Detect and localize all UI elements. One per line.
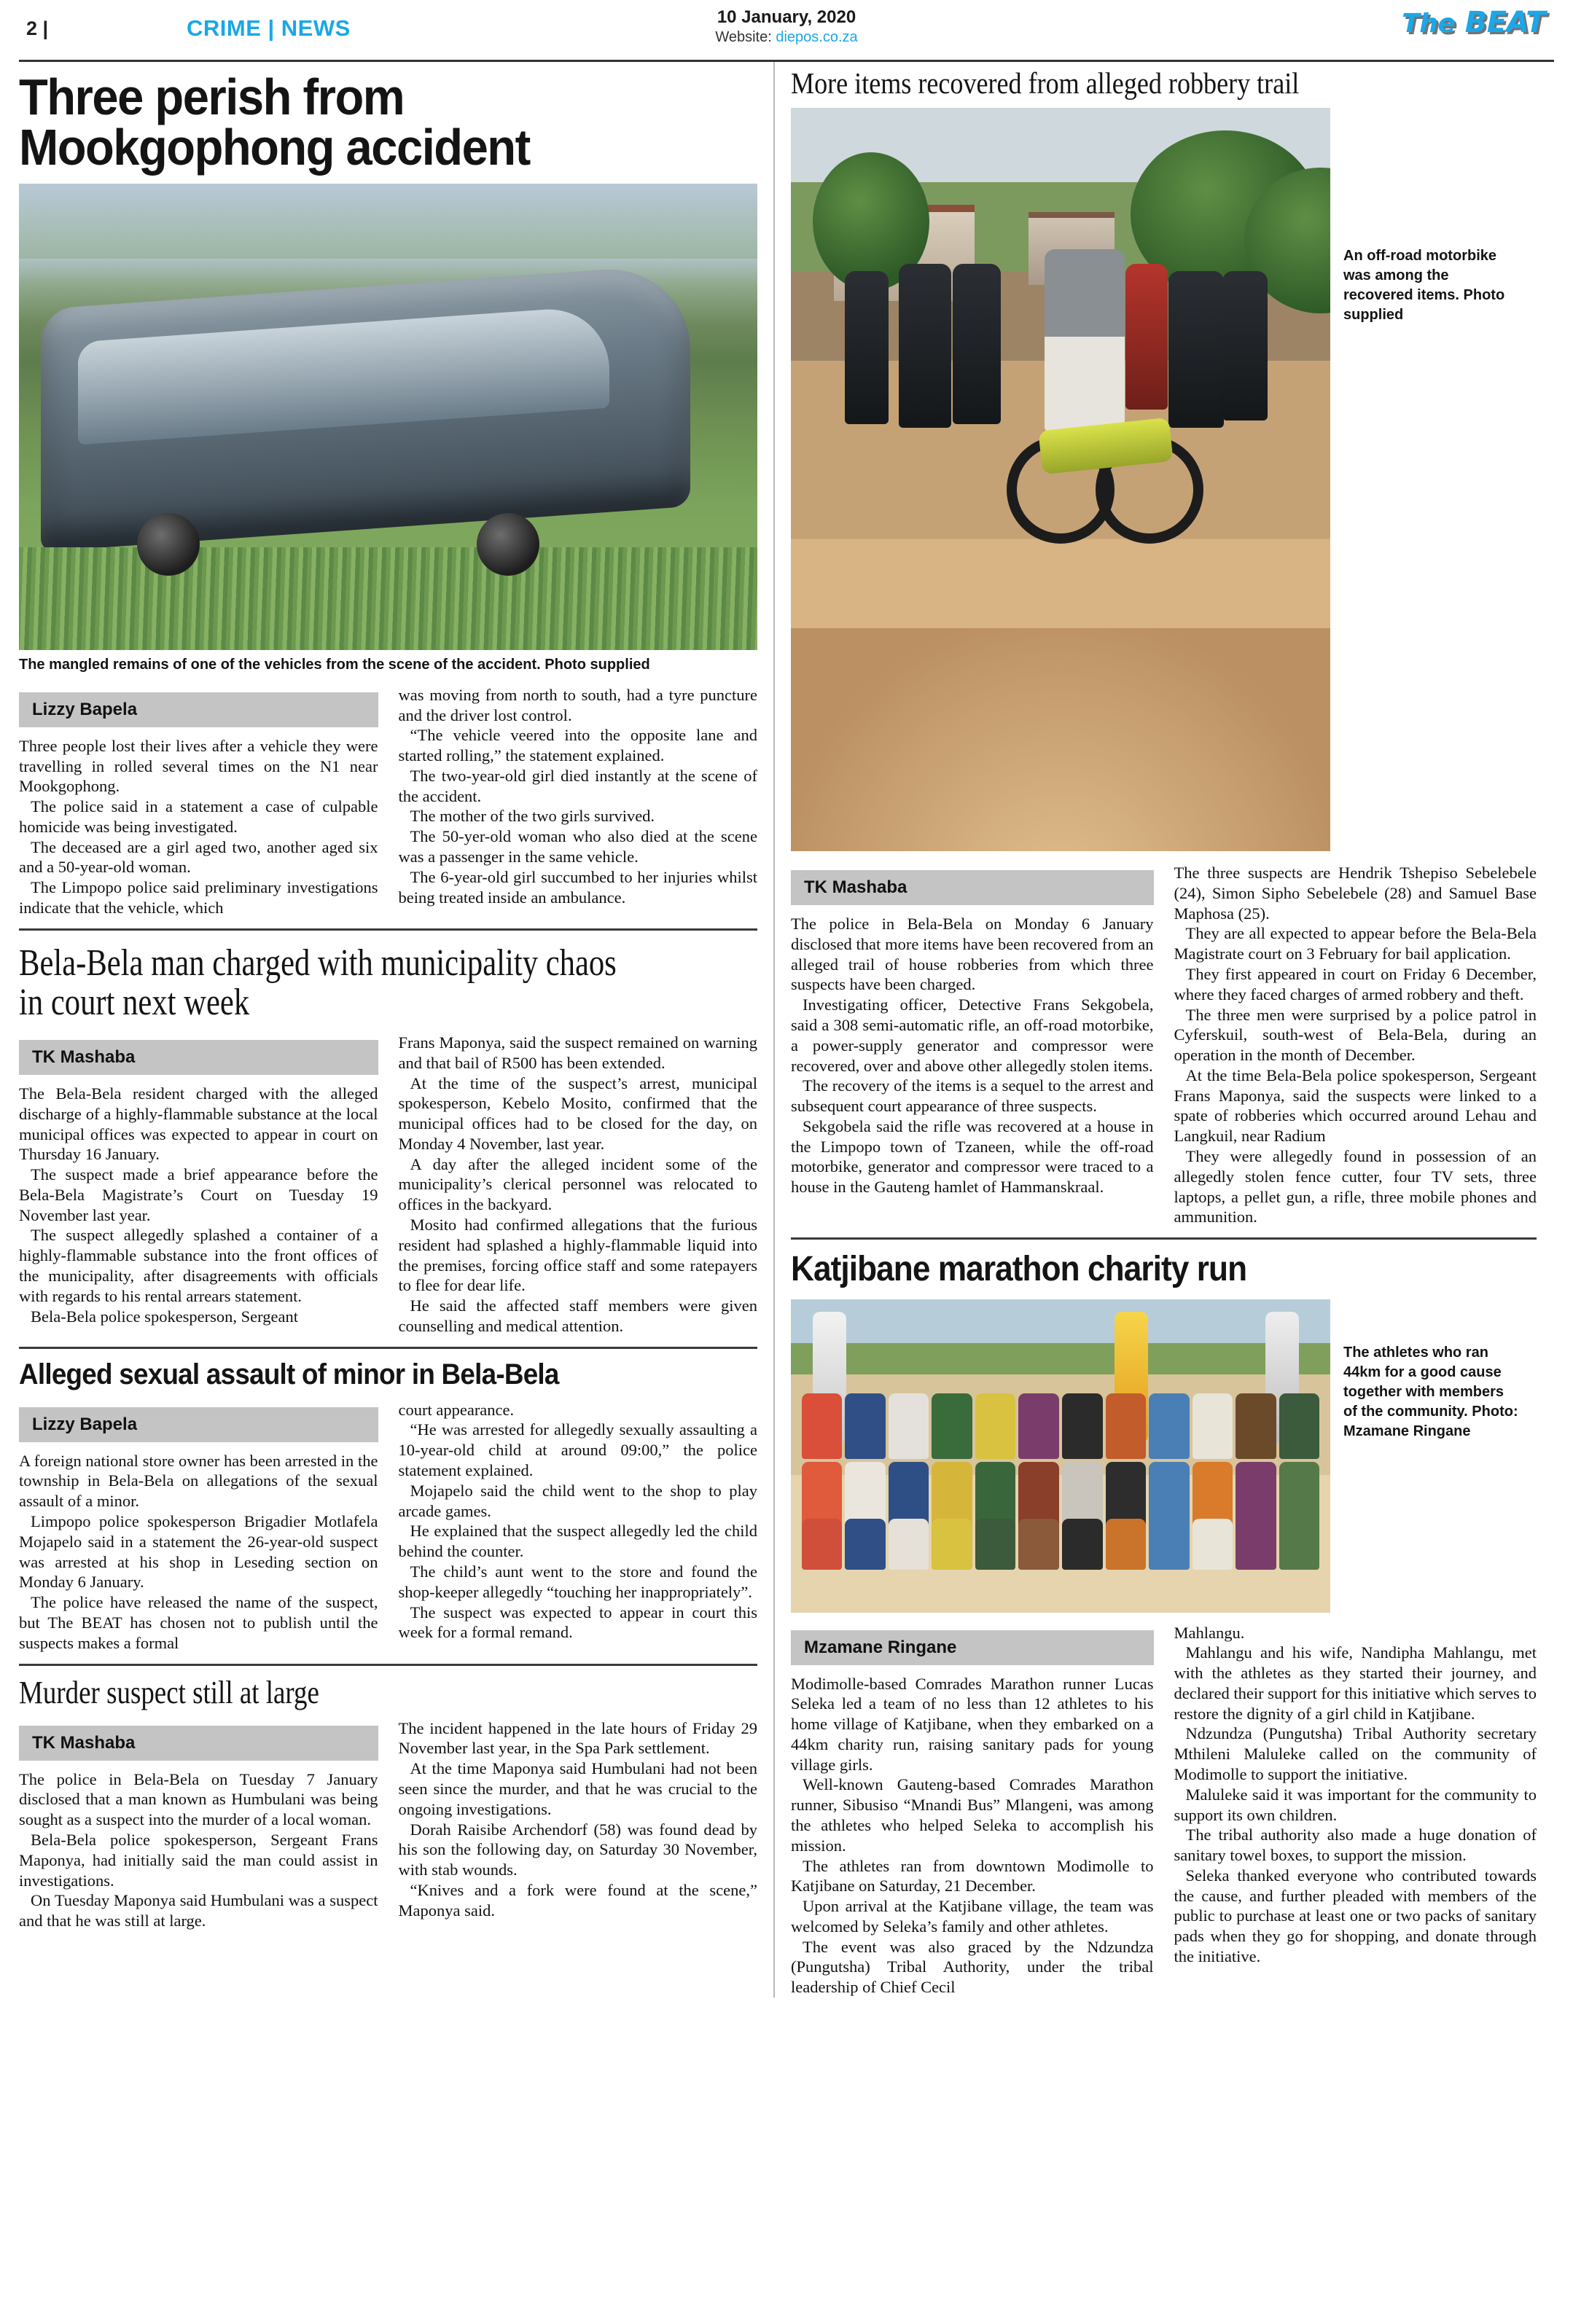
body-paragraph: The three suspects are Hendrik Tshepiso Sebelebele (24), Simon Sipho Sebelebele (28) and Samuel Base Maphosa (25). [1174,864,1537,923]
body-paragraph: The Limpopo police said preliminary investigations indicate that the vehicle, which [19,878,378,918]
body-paragraph: The deceased are a girl aged two, another aged six and a 50-year-old woman. [19,837,378,877]
photo-person [1062,1393,1103,1459]
body-paragraph: “The vehicle veered into the opposite lane and started rolling,” the statement explained. [398,726,757,765]
headline-robbery: More items recovered from alleged robbery trail [791,66,1300,100]
body-paragraph: The police have released the name of the suspect, but The BEAT has chosen not to publish until the suspects makes a formal [19,1593,378,1652]
byline-mzamane-ringane: Mzamane Ringane [791,1630,1154,1665]
body-paragraph: The police in Bela-Bela on Monday 6 January disclosed that more items have been recovered from an alleged trail of house robberies from which three suspects have been charged. [791,915,1154,994]
headline-municipality: Bela-Bela man charged with municipality chaos in court next week [19,942,617,1023]
headline-marathon: Katjibane marathon charity run [791,1250,1247,1289]
body-paragraph: Mahlangu and his wife, Nandipha Mahlangu, met with the athletes as they started their journey, and declared their support for this initiative which serves to restore the dignity of a girl child in Katjibane. [1174,1643,1537,1723]
section-divider [19,1664,757,1666]
photo-person [1106,1393,1147,1459]
body-paragraph: The three men were surprised by a police patrol in Cyferskuil, south-west of Bela-Bela, during an operation in the month of December. [1174,1005,1537,1065]
caption-crashed-vehicle: The mangled remains of one of the vehicles from the scene of the accident. Photo supplied [19,657,650,673]
headline-murder: Murder suspect still at large [19,1674,319,1710]
section-divider [19,1347,757,1349]
photo-person [1018,1519,1059,1570]
body-paragraph: The suspect made a brief appearance before the Bela-Bela Magistrate’s Court on Tuesday 19 November last year. [19,1165,378,1224]
story-robbery-trail [791,68,1537,1227]
body-paragraph: Modimolle-based Comrades Marathon runner Lucas Seleka led a team of no less than 12 athletes to his home village of Katjibane, when they embarked on a 44km charity run, raising sanitary pads for young village girls. [791,1674,1154,1774]
page-grid [19,62,1554,1998]
photo-person [1018,1393,1059,1459]
body-paragraph: The athletes ran from downtown Modimolle to Katjibane on Saturday, 21 December. [791,1856,1154,1895]
body-paragraph: The Bela-Bela resident charged with the alleged discharge of a highly-flammable substance at the local municipal offices was expected to appear in court on Thursday 16 January. [19,1084,378,1164]
photo-person [802,1393,843,1459]
issue-date: 10 January, 2020 [717,7,856,27]
body-paragraph: At the time Maponya said Humbulani had not been seen since the murder, and that he was crucial to the ongoing investigations. [398,1759,757,1818]
photo-person [899,264,951,428]
body-paragraph: Well-known Gauteng-based Comrades Marathon runner, Sibusiso “Mnandi Bus” Mlangeni, was among the athletes who helped Seleka to accomplish his mission. [791,1775,1154,1855]
body-paragraph: The child’s aunt went to the store and found the shop-keeper allegedly “touching her inappropriately”. [398,1562,757,1601]
photo-person [975,1519,1016,1570]
photo-person [932,1393,972,1459]
page-number: 2 | [26,17,49,39]
section-divider [19,928,757,931]
photo-sand-mound [791,628,1330,851]
section-divider [791,1237,1537,1240]
photo-person [1125,264,1168,410]
body-paragraph: Seleka thanked everyone who contributed towards the cause, and further pleaded with members of the public to purchase at least one or two packs of sanitary pads when they go for shopping, and donate through the initiative. [1174,1866,1537,1966]
logo-the: The [1402,9,1456,39]
photo-person [1279,1519,1320,1570]
photo-grass [19,547,757,650]
body-paragraph: Frans Maponya, said the suspect remained on warning and that bail of R500 has been extended. [398,1033,757,1072]
body-paragraph: Ndzundza (Pungutsha) Tribal Authority secretary Mthileni Maluleke called on the community of Modimolle to support the initiative. [1174,1724,1537,1784]
photo-person [889,1393,929,1459]
photo-person [845,1519,886,1570]
photo-person [1045,249,1125,431]
body-paragraph: The suspect was expected to appear in court this week for a formal remand. [398,1603,757,1642]
photo-person [953,264,1001,424]
body-paragraph: The event was also graced by the Ndzundza (Pungutsha) Tribal Authority, under the tribal leadership of Chief Cecil [791,1937,1154,1997]
photo-sky [19,184,757,258]
photo-person [1236,1393,1276,1459]
byline-lizzy-bapela: Lizzy Bapela [19,1407,378,1442]
body-paragraph: “He was arrested for allegedly sexually assaulting a 10-year-old child at around 09:00,” the police statement explained. [398,1420,757,1480]
body-paragraph: court appearance. [398,1400,515,1419]
body-paragraph: “Knives and a fork were found at the scene,” Maponya said. [398,1880,757,1920]
photo-person [1236,1519,1276,1570]
photo-motorbike [1007,405,1203,544]
photo-crashed-vehicle [19,184,757,650]
photo-person [1106,1519,1147,1570]
body-paragraph: Sekgobela said the rifle was recovered at a house in the Limpopo town of Tzaneen, while the off-road motorbike, generator and compressor were traced to a house in the Gauteng hamlet of Hammanskraal. [791,1116,1154,1197]
photo-person [802,1519,843,1570]
byline-tk-mashaba: TK Mashaba [791,870,1154,905]
body-paragraph: Bela-Bela police spokesperson, Sergeant Frans Maponya, had initially said the man could assist in investigations. [19,1831,378,1890]
photo-person [1279,1393,1320,1459]
story-katjibane-marathon [791,1251,1537,1998]
section-label: CRIME | NEWS [187,15,351,41]
body-paragraph: The police said in a statement a case of culpable homicide was being investigated. [19,797,378,836]
byline-tk-mashaba: TK Mashaba [19,1726,378,1761]
story-sexual-assault-minor [19,1359,757,1654]
body-paragraph: He said the affected staff members were given counselling and medical attention. [398,1296,757,1335]
body-paragraph: Maluleke said it was important for the community to support its own children. [1174,1785,1537,1824]
right-column [775,62,1537,1998]
body-paragraph: They are all expected to appear before the Bela-Bela Magistrate court on 3 February for bail application. [1174,924,1537,963]
photo-person [932,1519,972,1570]
body-paragraph: was moving from north to south, had a tyre puncture and the driver lost control. [398,685,757,724]
body-paragraph: Mahlangu. [1174,1623,1245,1642]
byline-tk-mashaba: TK Mashaba [19,1040,378,1075]
body-paragraph: A foreign national store owner has been arrested in the township in Bela-Bela on allegations of the sexual assault of a minor. [19,1451,378,1511]
photo-person [975,1393,1016,1459]
body-paragraph: The suspect allegedly splashed a container of a highly-flammable substance into the front offices of the municipality, after disagreements with officials with regards to his rental arrears statement. [19,1226,378,1305]
body-paragraph: Investigating officer, Detective Frans Sekgobela, said a 308 semi-automatic rifle, an off-road motorbike, a power-supply generator and compressor were recovered, over and above other allegedly stolen items. [791,995,1154,1075]
photo-person [889,1519,929,1570]
body-paragraph: He explained that the suspect allegedly led the child behind the counter. [398,1522,757,1561]
body-paragraph: Mojapelo said the child went to the shop to play arcade games. [398,1481,757,1520]
body-paragraph: Dorah Raisibe Archendorf (58) was found dead by his son the following day, on Saturday 30 November, with stab wounds. [398,1820,757,1879]
body-paragraph: Mosito had confirmed allegations that the furious resident had splashed a highly-flammable liquid into the premises, forcing office staff and some ratepayers to flee for dear life. [398,1216,757,1295]
logo-beat: BEAT [1464,6,1545,39]
headline-assault: Alleged sexual assault of minor in Bela-Bela [19,1358,559,1390]
photo-people-row [802,1519,1319,1570]
story-murder-suspect [19,1676,757,1931]
body-paragraph: The tribal authority also made a huge donation of sanitary towel boxes, to support the mission. [1174,1826,1537,1865]
photo-wheel [137,513,200,576]
body-paragraph: Limpopo police spokesperson Brigadier Motlafela Mojapelo said in a statement the 26-year-old suspect was arrested at his shop in Leseding section on Monday 6 January. [19,1512,378,1592]
caption-marathon-group: The athletes who ran 44km for a good cause together with members of the community. Photo: Mzamane Ringane [1343,1344,1518,1439]
body-paragraph: At the time Bela-Bela police spokesperson, Sergeant Frans Maponya, said the suspects were linked to a spate of robberies which occurred around Lehau and Langkuil, near Radium [1174,1065,1537,1146]
photo-person [1193,1519,1233,1570]
photo-person [1193,1393,1233,1459]
story-mookgophong-accident [19,69,757,918]
story-municipality-chaos [19,944,757,1337]
body-paragraph: The incident happened in the late hours of Friday 29 November last year, in the Spa Park settlement. [398,1718,757,1758]
body-paragraph: At the time of the suspect’s arrest, municipal spokesperson, Kebelo Mosito, confirmed that the municipal offices had to be closed for the day, on Monday 4 November, last year. [398,1073,757,1153]
body-paragraph: The recovery of the items is a sequel to the arrest and subsequent court appearance of three suspects. [791,1076,1154,1116]
photo-marathon-group [791,1299,1330,1613]
body-paragraph: Bela-Bela police spokesperson, Sergeant [31,1307,298,1326]
website-url[interactable]: diepos.co.za [776,28,858,45]
body-paragraph: The 50-yer-old woman who also died at the scene was a passenger in the same vehicle. [398,827,757,866]
body-paragraph: Upon arrival at the Katjibane village, the team was welcomed by Seleka’s family and other athletes. [791,1897,1154,1936]
byline-lizzy-bapela: Lizzy Bapela [19,692,378,727]
body-paragraph: The mother of the two girls survived. [410,807,655,826]
photo-person [1149,1519,1190,1570]
body-paragraph: Three people lost their lives after a vehicle they were travelling in rolled several times on the N1 near Mookgophong. [19,736,378,796]
masthead [19,0,1554,57]
body-paragraph: The police in Bela-Bela on Tuesday 7 January disclosed that a man known as Humbulani was being sought as a suspect into the murder of a local woman. [19,1769,378,1829]
website-label: Website: [715,28,772,45]
body-paragraph: A day after the alleged incident some of the municipality’s clerical personnel was relocated to offices in the backyard. [398,1154,757,1214]
photo-person [845,271,889,424]
photo-people-row [802,1393,1319,1459]
photo-wheel [477,513,539,576]
body-paragraph: They first appeared in court on Friday 6 December, where they faced charges of armed robbery and theft. [1174,964,1537,1003]
publication-logo [1402,6,1545,39]
photo-person [1222,271,1268,420]
body-paragraph: On Tuesday Maponya said Humbulani was a suspect and that he was still at large. [19,1891,378,1930]
photo-person [1062,1519,1103,1570]
body-paragraph: The two-year-old girl died instantly at the scene of the accident. [398,766,757,805]
photo-recovered-motorbike [791,108,1330,851]
caption-recovered-motorbike: An off-road motorbike was among the recovered items. Photo supplied [1343,248,1505,324]
body-paragraph: The 6-year-old girl succumbed to her injuries whilst being treated inside an ambulance. [398,867,757,907]
photo-person [845,1393,886,1459]
headline-mookgophong: Three perish from Mookgophong accident [19,69,530,176]
photo-person [1149,1393,1190,1459]
left-column [19,62,773,1998]
body-paragraph: They were allegedly found in possession of an allegedly stolen fence cutter, four TV sets, three laptops, a pellet gun, a rifle, three mobile phones and ammunition. [1174,1146,1537,1226]
